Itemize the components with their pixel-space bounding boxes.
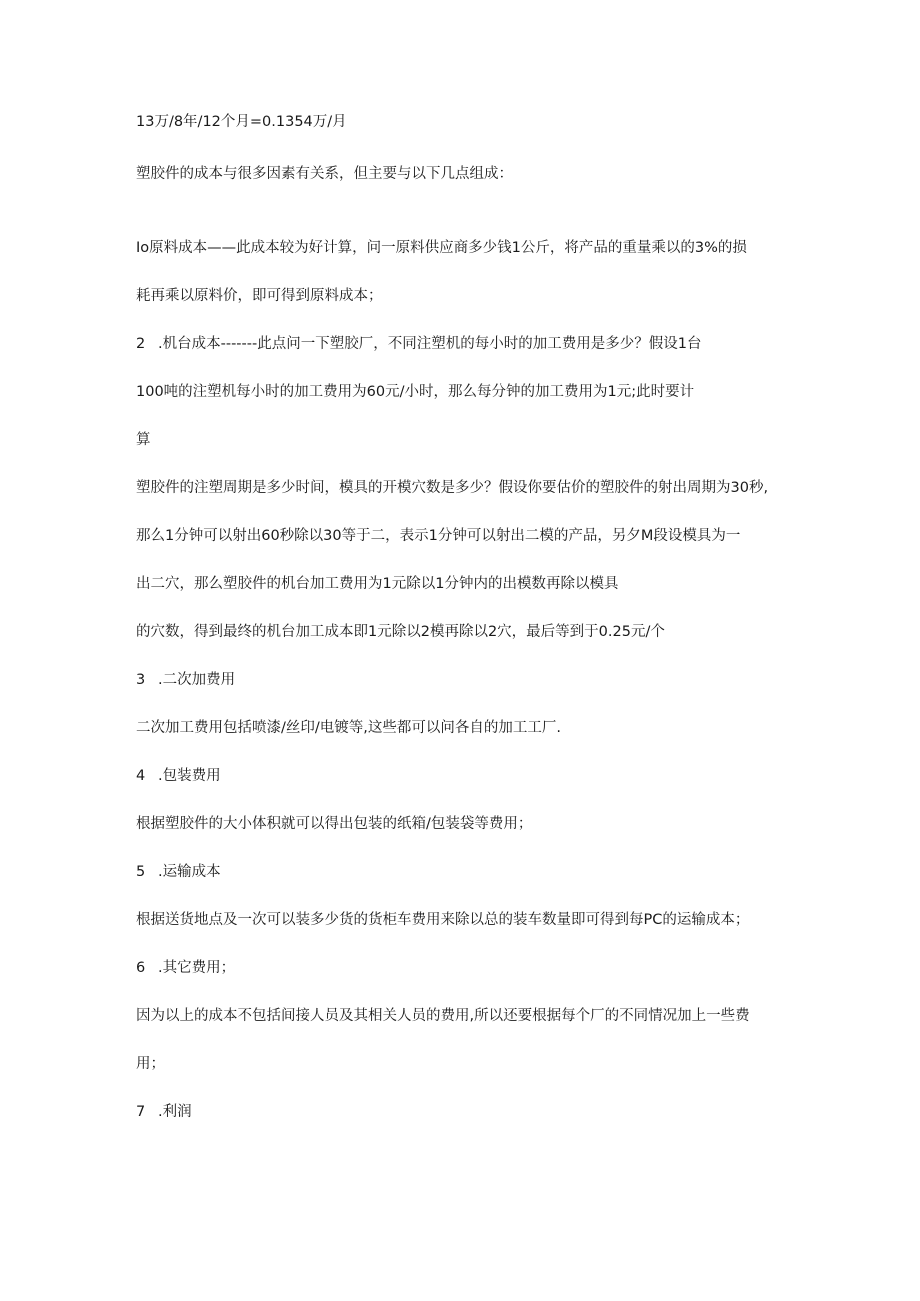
section-text: .二次加费用 [158, 672, 236, 688]
machine-cost-line-3: 塑胶件的注塑周期是多少时间，模具的开模穴数是多少？假设你要估价的塑胶件的射出周期为30秒, [136, 480, 769, 496]
machine-cost-line-1: 100吨的注塑机每小时的加工费用为60元/小时，那么每分钟的加工费用为1元;此时要计 [136, 384, 695, 400]
section-heading-other-costs [136, 958, 786, 978]
section-heading-profit [136, 1102, 786, 1122]
transport-paragraph: 根据送货地点及一次可以装多少货的货柜车费用来除以总的装车数量即可得到每PC的运输成本； [136, 912, 750, 928]
intro-paragraph: 塑胶件的成本与很多因素有关系，但主要与以下几点组成： [136, 166, 513, 182]
raw-material-paragraph-line-1: Io原料成本——此成本较为好计算，问一原料供应商多少钱1公斤，将产品的重量乘以的3%的损 [136, 240, 747, 256]
section-heading-secondary-processing [136, 670, 786, 690]
section-number: 6 [136, 960, 146, 976]
section-number: 5 [136, 864, 146, 880]
secondary-processing-paragraph: 二次加工费用包括喷漆/丝印/电镀等,这些都可以问各自的加工工厂. [136, 720, 561, 736]
machine-cost-line-2: 算 [136, 432, 151, 448]
section-number: 2 [136, 336, 146, 352]
other-costs-line-1: 因为以上的成本不包括间接人员及其相关人员的费用,所以还要根据每个厂的不同情况加上一些费 [136, 1008, 750, 1024]
section-text: .运输成本 [158, 864, 221, 880]
packaging-paragraph: 根据塑胶件的大小体积就可以得出包装的纸箱/包装袋等费用； [136, 816, 533, 832]
section-text: .包装费用 [158, 768, 221, 784]
machine-cost-line-4: 那么1分钟可以射出60秒除以30等于二，表示1分钟可以射出二模的产品，另夕M段设模具为一 [136, 528, 741, 544]
section-number: 4 [136, 768, 146, 784]
raw-material-paragraph-line-2: 耗再乘以原料价，即可得到原料成本； [136, 288, 383, 304]
section-number: 3 [136, 672, 146, 688]
section-heading-packaging [136, 766, 786, 786]
other-costs-line-2: 用； [136, 1056, 165, 1072]
section-number: 7 [136, 1104, 146, 1120]
machine-cost-line-5: 出二穴，那么塑胶件的机台加工费用为1元除以1分钟内的出模数再除以模具 [136, 576, 619, 592]
machine-cost-line-6: 的穴数，得到最终的机台加工成本即1元除以2模再除以2穴，最后等到于0.25元/个 [136, 624, 665, 640]
section-text: .其它费用； [158, 960, 236, 976]
section-heading-transport [136, 862, 786, 882]
section-text: .机台成本-------此点问一下塑胶厂，不同注塑机的每小时的加工费用是多少？假设1台 [158, 336, 702, 352]
formula-line: 13万/8年/12个月=0.1354万/月 [136, 114, 347, 130]
section-heading-machine-cost [136, 334, 786, 354]
section-text: .利润 [158, 1104, 192, 1120]
